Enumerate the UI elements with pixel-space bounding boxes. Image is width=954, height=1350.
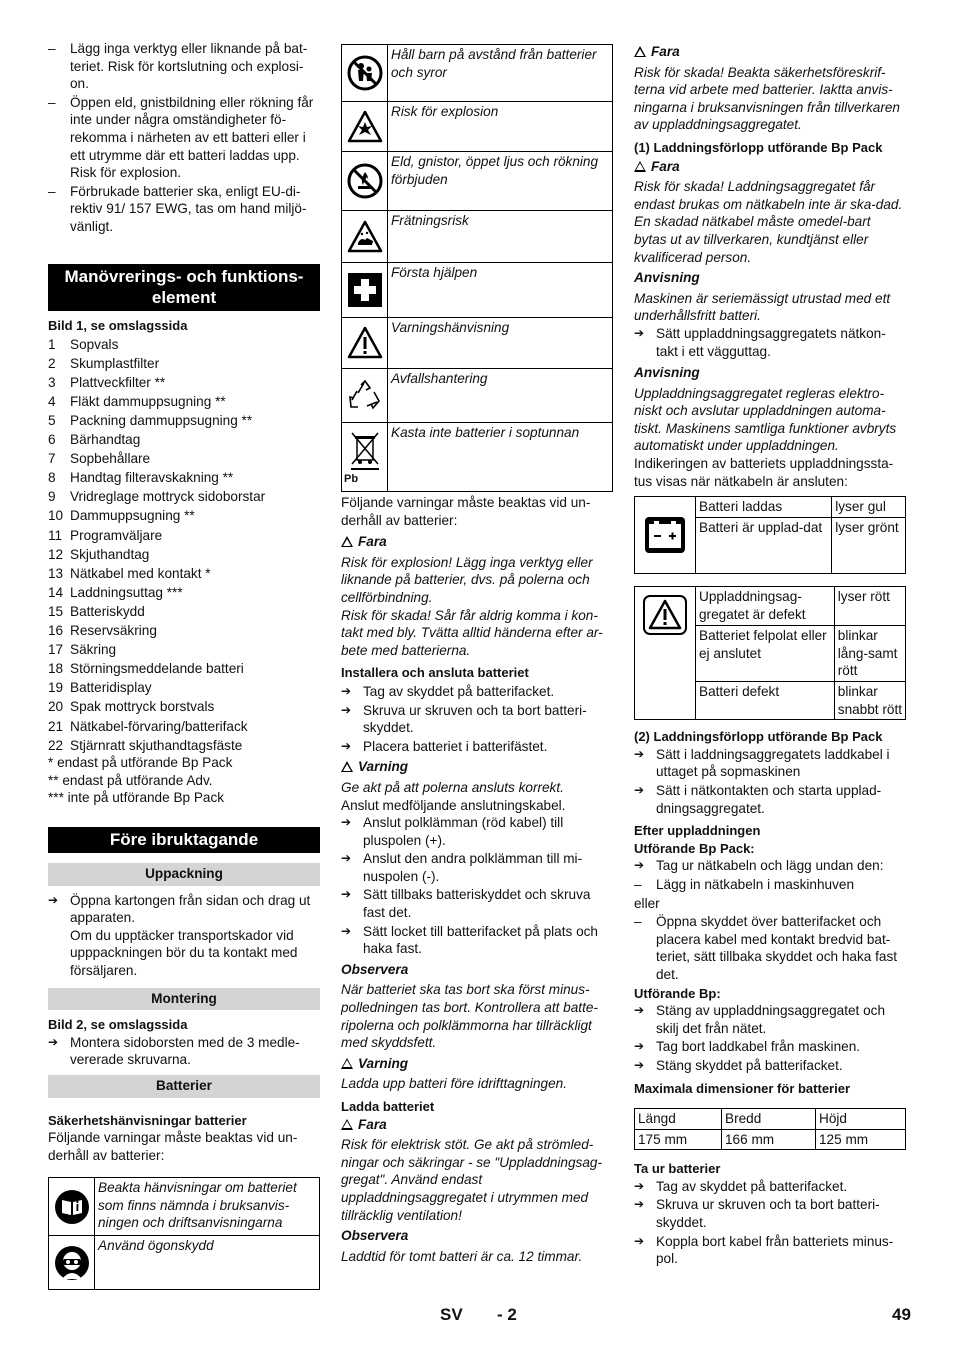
symbol-desc: Första hjälpen bbox=[388, 263, 613, 318]
item-number: 17 bbox=[48, 642, 64, 658]
item-label: Programväljare bbox=[70, 527, 163, 543]
after-charge-title: Efter uppladdningen bbox=[634, 823, 761, 839]
notice-text: Maskinen är seriemässigt utrustad med ett underhållsfritt batteri. bbox=[634, 290, 891, 324]
variant-bppack: Utförande Bp Pack: bbox=[634, 840, 755, 856]
warning-text: Varning bbox=[358, 759, 409, 775]
step: ➔ Sätt i nätkontakten och starta upplad-dningsaggregatet. bbox=[634, 782, 906, 817]
figure-ref: Bild 2, se omslagssida bbox=[48, 1017, 188, 1033]
item-label: Stjärnratt skjuthandtagsfäste bbox=[70, 737, 243, 753]
subsection-batteries: Batterier bbox=[48, 1075, 320, 1098]
list-item bbox=[48, 374, 320, 392]
item-number: 12 bbox=[48, 546, 64, 562]
footer-subpage: - 2 bbox=[497, 1305, 517, 1324]
item-number: 22 bbox=[48, 737, 64, 753]
table-header: Längd bbox=[635, 1109, 722, 1130]
status-cell: lyser grönt bbox=[832, 518, 906, 574]
list-item: – Lägg inga verktyg eller liknande på bat-teriet. Risk för kortslutning och explosi-on. bbox=[48, 40, 320, 93]
step: ➔ Stäng skyddet på batterifacket. bbox=[634, 1057, 906, 1075]
list-item: – Lägg in nätkabeln i maskinhuven bbox=[634, 876, 906, 894]
section-heading-controls: Manövrerings- och funktions-element bbox=[48, 264, 320, 311]
status-cell: blinkar snabbt rött bbox=[834, 682, 905, 720]
no-trash-bin-icon bbox=[342, 423, 388, 492]
step: ➔ Skruva ur skruven och ta bort batteri-skyddet. bbox=[634, 1196, 906, 1231]
status-cell: blinkar lång-samt rött bbox=[834, 626, 905, 682]
list-item bbox=[48, 565, 320, 583]
manual-icon bbox=[49, 1178, 95, 1236]
item-label: Vridreglage mottryck sidoborstar bbox=[70, 489, 266, 505]
list-item bbox=[48, 737, 320, 755]
notice-label: Anvisning bbox=[634, 365, 700, 381]
step: ➔ Sätt uppladdningsaggregatets nätkon-takt i ett vägguttag. bbox=[634, 325, 906, 360]
danger-text: Fara bbox=[651, 158, 680, 174]
symbol-desc: Beakta hänvisningar om batteriet som finns nämnda i bruksanvis-ningen och driftsanvisningarna bbox=[95, 1178, 320, 1236]
step: ➔ Skruva ur skruven och ta bort batteri-skyddet. bbox=[341, 702, 613, 737]
warning-label bbox=[341, 1055, 613, 1073]
item-label: Sopvals bbox=[70, 336, 119, 352]
item-number: 19 bbox=[48, 680, 64, 696]
max-dimensions-title: Maximala dimensioner för batterier bbox=[634, 1080, 851, 1096]
danger-label bbox=[341, 1116, 613, 1134]
charge-process-2-title: (2) Laddningsförlopp utförande Bp Pack bbox=[634, 729, 883, 745]
safety-title: Säkerhetshänvisningar batterier bbox=[48, 1112, 247, 1128]
symbol-desc: Varningshänvisning bbox=[388, 318, 613, 369]
danger-text: Risk för skada! Laddningsaggregatet får endast brukas om nätkabeln inte är ska-dad. En skadad nätkabel måste omedel-bart bytas ut av tillverkaren, kundtjänst eller kvalificerad person. bbox=[634, 179, 903, 265]
item-number: 3 bbox=[48, 374, 56, 390]
section-heading-commissioning: Före ibruktagande bbox=[48, 827, 320, 853]
notice-label: Anvisning bbox=[634, 270, 700, 286]
status-cell: lyser rött bbox=[834, 587, 905, 626]
item-number: 8 bbox=[48, 470, 56, 486]
item-number: 10 bbox=[48, 508, 64, 524]
item-label: Packning dammuppsugning ** bbox=[70, 413, 253, 428]
footer-language: SV bbox=[440, 1305, 463, 1324]
item-label: Reservsäkring bbox=[70, 623, 157, 639]
list-item bbox=[48, 507, 320, 525]
table-header: Bredd bbox=[722, 1109, 816, 1130]
warning-icon bbox=[634, 46, 646, 57]
list-item: – Öppna skyddet över batterifacket och placera kabel med kontakt bredvid bat-teriet, sätt tillbaka skyddet och haka fast det. bbox=[634, 913, 906, 983]
item-number: 13 bbox=[48, 565, 64, 581]
dimensions-table bbox=[634, 1108, 906, 1150]
note-text: Laddtid för tomt batteri är ca. 12 timmar. bbox=[341, 1248, 583, 1264]
list-item bbox=[48, 603, 320, 621]
table-cell: 125 mm bbox=[816, 1129, 906, 1150]
column-1 bbox=[48, 40, 320, 1290]
item-label: Bärhandtag bbox=[70, 432, 141, 448]
page-number: 49 bbox=[892, 1305, 911, 1324]
symbol-desc: Använd ögonskydd bbox=[95, 1236, 320, 1290]
keep-children-away-icon bbox=[342, 45, 388, 102]
variant-bp: Utförande Bp: bbox=[634, 985, 721, 1001]
step-continuation: Om du upptäcker transportskador vid upppackningen bör du ta kontakt med försäljaren. bbox=[70, 927, 298, 978]
symbol-table bbox=[341, 44, 613, 492]
list-item bbox=[48, 698, 320, 716]
safety-intro: Följande varningar måste beaktas vid un-derhåll av batterier: bbox=[48, 1130, 298, 1163]
battery-icon bbox=[635, 497, 696, 574]
item-number: 16 bbox=[48, 623, 64, 639]
list-item bbox=[48, 527, 320, 545]
item-number: 21 bbox=[48, 718, 64, 734]
warning-text: Ladda upp batteri före idrifttagningen. bbox=[341, 1076, 567, 1092]
charge-title: Ladda batteriet bbox=[341, 1099, 435, 1114]
warning-icon bbox=[341, 761, 353, 772]
status-table-battery bbox=[634, 496, 906, 574]
list-item bbox=[48, 450, 320, 468]
warning-label bbox=[341, 758, 613, 776]
danger-text: Risk för skada! Sår får aldrig komma i kon-takt med bly. Tvätta alltid händerna efter ar-bete med batterierna. bbox=[341, 607, 603, 658]
column-3 bbox=[634, 43, 906, 1268]
list-item bbox=[48, 641, 320, 659]
item-number: 1 bbox=[48, 336, 56, 352]
indicator-text: Indikeringen av batteriets uppladdningssta-tus visas när nätkabeln är ansluten: bbox=[634, 456, 894, 489]
list-item bbox=[48, 412, 320, 430]
notice-text: Uppladdningsaggregatet regleras elektro-niskt och avslutar uppladdningen automa-tiskt. Maskinens samtliga funktioner avbryts automatiskt under uppladdningen. bbox=[634, 385, 897, 454]
status-cell: Batteri defekt bbox=[696, 682, 835, 720]
table-cell: 175 mm bbox=[635, 1129, 722, 1150]
list-item bbox=[48, 393, 320, 411]
item-label: Skumplastfilter bbox=[70, 355, 160, 371]
list-item: – Förbrukade batterier ska, enligt EU-di-rektiv 91/ 157 EWG, tas om hand miljö-vänligt. bbox=[48, 183, 320, 236]
explosion-icon bbox=[342, 102, 388, 152]
item-label: Plattveckfilter ** bbox=[70, 374, 166, 390]
danger-label bbox=[634, 158, 906, 176]
install-title: Installera och ansluta batteriet bbox=[341, 665, 529, 681]
symbol-desc: Risk för explosion bbox=[388, 102, 613, 152]
step: ➔ Koppla bort kabel från batteriets minus-pol. bbox=[634, 1233, 906, 1268]
list-item bbox=[48, 469, 320, 487]
item-number: 7 bbox=[48, 451, 56, 467]
first-aid-icon bbox=[342, 263, 388, 318]
subsection-mounting: Montering bbox=[48, 988, 320, 1011]
item-number: 9 bbox=[48, 489, 56, 505]
warning-icon bbox=[635, 587, 696, 720]
item-number: 6 bbox=[48, 432, 56, 448]
item-label: Fläkt dammuppsugning ** bbox=[70, 393, 226, 409]
step: ➔ Anslut polklämman (röd kabel) till pluspolen (+). bbox=[341, 814, 613, 849]
footnote: ** endast på utförande Adv. bbox=[48, 772, 213, 788]
danger-text: Fara bbox=[358, 534, 387, 550]
recycling-icon bbox=[342, 369, 388, 423]
list-item bbox=[48, 336, 320, 354]
or-text: eller bbox=[634, 895, 660, 911]
list-item bbox=[48, 355, 320, 373]
warning-icon bbox=[341, 1119, 353, 1130]
list-item bbox=[48, 431, 320, 449]
item-number: 2 bbox=[48, 355, 56, 371]
note-text: När batteriet ska tas bort ska först minus-polledningen tas bort. Kontrollera att batte-ripolerna och polklämmorna har tillräckligt med skyddsfett. bbox=[341, 982, 598, 1051]
subsection-unpacking: Uppackning bbox=[48, 863, 320, 886]
status-cell: Uppladdningsag-gregatet är defekt bbox=[696, 587, 835, 626]
item-label: Batteridisplay bbox=[70, 680, 152, 696]
note-label: Observera bbox=[341, 1228, 409, 1244]
step: ➔ Placera batteriet i batterifästet. bbox=[341, 738, 613, 756]
item-label: Skjuthandtag bbox=[70, 546, 150, 562]
list-item bbox=[48, 660, 320, 678]
item-label: Laddningsuttag *** bbox=[70, 584, 183, 600]
item-number: 5 bbox=[48, 413, 56, 428]
step: ➔ Anslut den andra polklämman till mi-nuspolen (-). bbox=[341, 850, 613, 885]
list-item bbox=[48, 546, 320, 564]
list-item bbox=[48, 622, 320, 640]
battery-warnings-intro: Följande varningar måste beaktas vid un-derhåll av batterier: bbox=[341, 495, 591, 528]
note-label: Observera bbox=[341, 961, 409, 977]
item-label: Batteriskydd bbox=[70, 603, 145, 619]
step: ➔ Tag av skyddet på batterifacket. bbox=[341, 683, 613, 701]
symbol-desc: Eld, gnistor, öppet ljus och rökning förbjuden bbox=[388, 152, 613, 211]
list-item bbox=[48, 584, 320, 602]
step: ➔ Montera sidoborsten med de 3 medle-vererade skruvarna. bbox=[48, 1034, 320, 1069]
item-number: 4 bbox=[48, 393, 56, 409]
warning-text: Varning bbox=[358, 1055, 409, 1071]
warning-icon bbox=[634, 161, 646, 172]
list-item: – Öppen eld, gnistbildning eller rökning får inte under några omständigheter fö-rekomma i närheten av ett batteri eller i ett utrymme där ett batteri laddas upp. Risk för explosion. bbox=[48, 94, 320, 182]
step: ➔ Sätt i laddningsaggregatets laddkabel i uttaget på sopmaskinen bbox=[634, 746, 906, 781]
symbol-desc: Håll barn på avstånd från batterier och syror bbox=[388, 45, 613, 102]
danger-label bbox=[341, 533, 613, 551]
item-label: Dammuppsugning ** bbox=[70, 508, 195, 524]
symbol-desc: Frätningsrisk bbox=[388, 211, 613, 263]
charge-process-1-title: (1) Laddningsförlopp utförande Bp Pack bbox=[634, 139, 883, 155]
status-cell: Batteri laddas bbox=[696, 497, 832, 518]
footnote: *** inte på utförande Bp Pack bbox=[48, 790, 225, 806]
list-item bbox=[48, 718, 320, 736]
danger-text: Fara bbox=[651, 44, 680, 59]
pb-label: Pb bbox=[344, 472, 359, 485]
warning-text: Ge akt på att polerna ansluts korrekt. bbox=[341, 779, 564, 795]
item-label: Handtag filteravskakning ** bbox=[70, 470, 234, 486]
status-table-charger bbox=[634, 586, 906, 720]
step: ➔ Sätt tillbaks batteriskyddet och skruva fast det. bbox=[341, 886, 613, 921]
status-cell: Batteriet felpolat eller ej anslutet bbox=[696, 626, 835, 682]
column-2 bbox=[341, 44, 613, 1265]
item-number: 15 bbox=[48, 603, 64, 619]
item-label: Störningsmeddelande batteri bbox=[70, 661, 244, 677]
symbol-desc: Kasta inte batterier i soptunnan bbox=[388, 423, 613, 492]
item-label: Säkring bbox=[70, 642, 117, 658]
symbol-desc: Avfallshantering bbox=[388, 369, 613, 423]
status-cell: Batteri är upplad-dat bbox=[696, 518, 832, 574]
step: ➔ Tag av skyddet på batterifacket. bbox=[634, 1178, 906, 1196]
no-fire-icon bbox=[342, 152, 388, 211]
step: ➔ Tag bort laddkabel från maskinen. bbox=[634, 1038, 906, 1056]
list-item bbox=[48, 488, 320, 506]
corrosion-icon bbox=[342, 211, 388, 263]
status-cell: lyser gul bbox=[832, 497, 906, 518]
table-cell: 166 mm bbox=[722, 1129, 816, 1150]
item-label: Nätkabel med kontakt * bbox=[70, 565, 211, 581]
step: ➔ Tag ur nätkabeln och lägg undan den: bbox=[634, 857, 906, 875]
warning-icon bbox=[342, 318, 388, 369]
item-label: Nätkabel-förvaring/batterifack bbox=[70, 718, 248, 734]
danger-text: Risk för explosion! Lägg inga verktyg eller liknande på batterier, dvs. på polerna och cellförbindning. bbox=[341, 554, 593, 605]
danger-text: Risk för elektrisk stöt. Ge akt på strömled-ningar och säkringar - se "Uppladdningsag-gregat". Använd endast uppladdningsaggregatet i utrymmen med tillräcklig ventilation! bbox=[341, 1137, 602, 1223]
item-number: 20 bbox=[48, 699, 64, 715]
warning-icon bbox=[341, 1058, 353, 1069]
danger-text: Fara bbox=[358, 1116, 387, 1132]
list-item bbox=[48, 679, 320, 697]
remove-batteries-title: Ta ur batterier bbox=[634, 1161, 721, 1177]
table-header: Höjd bbox=[816, 1109, 906, 1130]
step: ➔ Sätt locket till batterifacket på plats och haka fast. bbox=[341, 923, 613, 958]
footnote: * endast på utförande Bp Pack bbox=[48, 755, 233, 771]
eye-protection-icon bbox=[49, 1236, 95, 1290]
step: ➔ Stäng av uppladdningsaggregatet och skilj det från nätet. bbox=[634, 1002, 906, 1037]
symbol-table bbox=[48, 1177, 320, 1290]
step: ➔ Öppna kartongen från sidan och drag ut apparaten. bbox=[48, 892, 320, 927]
item-number: 18 bbox=[48, 661, 64, 677]
connect-text: Anslut medföljande anslutningskabel. bbox=[341, 797, 566, 813]
figure-ref: Bild 1, se omslagssida bbox=[48, 317, 188, 333]
item-label: Spak mottryck borstvals bbox=[70, 699, 215, 715]
warning-icon bbox=[341, 536, 353, 547]
item-number: 11 bbox=[48, 527, 63, 543]
danger-label bbox=[634, 43, 906, 61]
danger-text: Risk för skada! Beakta säkerhetsföreskrif-terna vid arbete med batterier. Iaktta anvis-ningarna i bruksanvisningen från tillverkaren av uppladdningsaggregatet. bbox=[634, 64, 900, 133]
item-number: 14 bbox=[48, 584, 64, 600]
parts-list bbox=[48, 336, 320, 755]
item-label: Sopbehållare bbox=[70, 451, 151, 467]
